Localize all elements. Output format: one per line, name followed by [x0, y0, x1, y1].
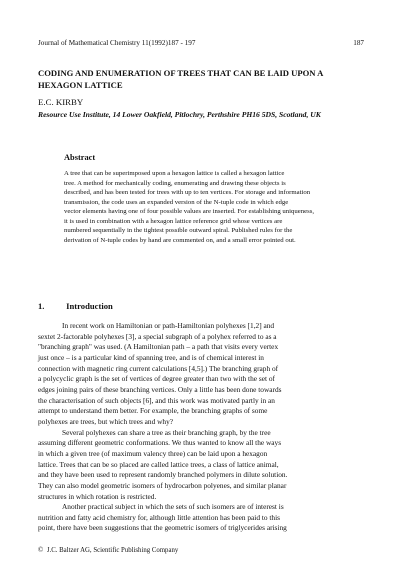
author-name: E.C. KIRBY [38, 97, 84, 107]
abstract-line: tree. A method for mechanically coding, enumerating and drawing these objects is [64, 179, 286, 187]
body-line: attempt to understand them better. For example, the branching graphs of some [38, 406, 268, 416]
body-line: a polycyclic graph is the set of vertices of degree greater than two with the set of [38, 374, 275, 384]
copyright-symbol: © [38, 547, 44, 554]
abstract-heading: Abstract [64, 153, 96, 162]
running-header [38, 39, 364, 47]
abstract-line: numbered sequentially in the tightest possible outward spiral. Published rules for the [64, 227, 293, 235]
body-line: the characterisation of such objects [6], and this work was motivated partly in an [38, 395, 275, 405]
body-line: They can also model geometric isomers of hydrocarbon polyenes, and similar planar [38, 480, 287, 490]
body-line: lattice. Trees that can be so placed are called lattice trees, a class of lattice animal, [38, 459, 279, 469]
publisher-text: J.C. Baltzer AG, Scientific Publishing Company [46, 547, 179, 554]
section-title: Introduction [66, 301, 113, 311]
title-line: CODING AND ENUMERATION OF TREES THAT CAN BE LAID UPON A [38, 68, 324, 78]
abstract-line: derivation of N-tuple codes by hand are commented on, and a small error pointed out. [64, 236, 296, 244]
abstract-line: vector elements having one of four possible values are inserted. For establishing uniqueness, [64, 208, 315, 216]
body-line: point, there have been suggestions that the geometric isomers of triglycerides arising [38, 523, 287, 533]
body-line: "branching graph" was used. (A Hamiltonian path – a path that visits every vertex [38, 342, 279, 352]
body-line: nutrition and fatty acid chemistry for, although little attention has been paid to this [38, 512, 280, 522]
page-number: 187 [353, 39, 364, 47]
body-line: just once – is a particular kind of spanning tree, and is of chemical interest in [38, 352, 264, 362]
abstract-line: it is used in combination with a hexagon lattice reference grid whose vertices are [64, 217, 283, 225]
body-line: sextet 2-factorable polyhexes [3], a special subgraph of a polyhex referred to as a [38, 331, 277, 341]
body-text [38, 321, 374, 534]
article-title [38, 67, 372, 91]
body-line: connection with magnetic ring current calculations [4,5].) The branching graph of [38, 363, 279, 373]
body-line: polyhexes are trees, but which trees and why? [38, 416, 173, 426]
abstract-line: described, and has been tested for trees with up to ten vertices. For storage and information [64, 189, 311, 197]
journal-citation: Journal of Mathematical Chemistry 11(1992)187 - 197 [38, 39, 196, 47]
body-line: Several polyhexes can share a tree as their branching graph, by the tree [62, 427, 271, 437]
abstract-text [64, 169, 364, 245]
body-line: and they have been used to represent randomly branched polymers in dilute solution. [38, 470, 288, 480]
section-heading [38, 301, 113, 311]
body-line: assuming different geometric conformations. We thus wanted to know all the ways [38, 438, 282, 448]
body-line: in which a given tree (of maximum valency three) can be laid upon a hexagon [38, 448, 268, 458]
body-line: structures in which rotation is restricted. [38, 491, 157, 501]
section-number: 1. [38, 301, 45, 311]
abstract-line: transmission, the code uses an expanded version of the N-tuple code in which edge [64, 198, 289, 206]
author-affiliation: Resource Use Institute, 14 Lower Oakfield, Pitlochry, Perthshire PH16 5DS, Scotland, UK [38, 110, 321, 119]
body-line: In recent work on Hamiltonian or path-Hamiltonian polyhexes [1,2] and [62, 321, 275, 330]
abstract-line: A tree that can be superimposed upon a hexagon lattice is called a hexagon lattice [64, 170, 285, 177]
body-line: Another practical subject in which the sets of such isomers are of interest is [62, 502, 284, 512]
title-line: HEXAGON LATTICE [38, 80, 123, 90]
body-line: edges joining pairs of these branching vertices. Only a little has been done towards [38, 384, 282, 394]
page-footer [38, 547, 178, 554]
